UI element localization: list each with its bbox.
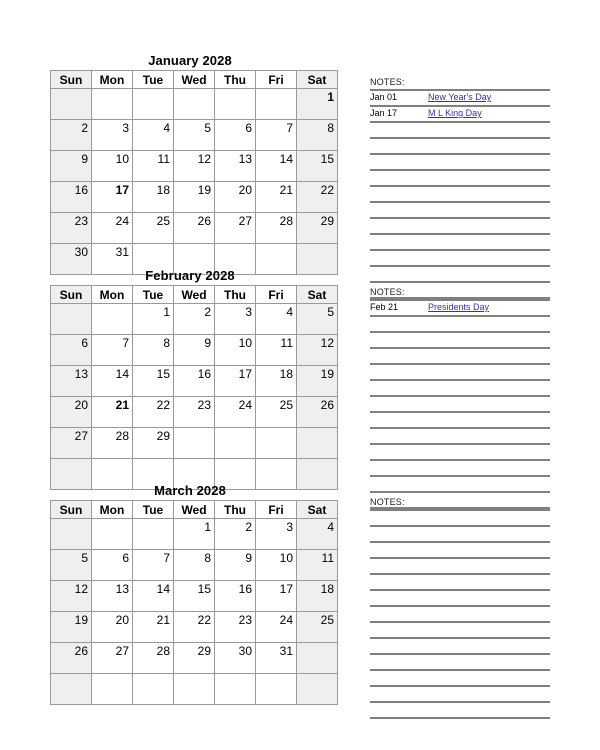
day-cell[interactable]: 27 [215,213,256,244]
day-cell-empty [92,89,133,120]
day-cell[interactable]: 1 [174,519,215,550]
day-cell[interactable]: 15 [133,366,174,397]
day-cell[interactable]: 20 [51,397,92,428]
day-cell[interactable]: 20 [92,612,133,643]
day-cell[interactable]: 24 [256,612,297,643]
notes-label: NOTES: [370,497,405,507]
day-cell[interactable]: 26 [51,643,92,674]
notes-lines [370,299,550,509]
day-cell[interactable]: 17 [215,366,256,397]
day-cell[interactable]: 3 [256,519,297,550]
note-blank-row[interactable] [370,249,550,265]
notes-label: NOTES: [370,77,405,87]
note-blank-row[interactable] [370,541,550,557]
month-title: February 2028 [145,268,235,283]
note-blank-row[interactable] [370,265,550,281]
day-cell[interactable]: 17 [92,182,133,213]
notes-lines [370,89,550,299]
weekday-header-thu: Thu [215,286,256,304]
note-blank-row[interactable] [370,427,550,443]
day-cell[interactable]: 1 [297,89,338,120]
day-cell[interactable]: 6 [215,120,256,151]
weekday-header-thu: Thu [215,71,256,89]
day-cell[interactable]: 23 [174,397,215,428]
weekday-header-sat: Sat [297,71,338,89]
day-cell[interactable]: 16 [174,366,215,397]
day-cell[interactable]: 22 [174,612,215,643]
day-cell-empty [215,89,256,120]
note-blank-row[interactable] [370,331,550,347]
note-blank-row[interactable] [370,509,550,525]
day-cell[interactable]: 6 [92,550,133,581]
note-date: Jan 01 [370,92,398,102]
day-cell[interactable]: 4 [256,304,297,335]
note-blank-row[interactable] [370,169,550,185]
day-cell[interactable]: 22 [297,182,338,213]
week-row [51,519,338,550]
day-cell[interactable]: 21 [92,397,133,428]
day-cell[interactable]: 30 [51,244,92,275]
day-cell[interactable]: 31 [92,244,133,275]
day-cell[interactable]: 14 [133,581,174,612]
day-cell[interactable]: 24 [92,213,133,244]
week-row [51,674,338,705]
holiday-link[interactable]: M L King Day [428,108,482,118]
day-cell[interactable]: 23 [51,213,92,244]
day-cell[interactable]: 14 [92,366,133,397]
weekday-header-sun: Sun [51,501,92,519]
note-blank-row[interactable] [370,379,550,395]
day-cell-empty [133,89,174,120]
day-cell[interactable]: 29 [297,213,338,244]
day-cell[interactable]: 18 [133,182,174,213]
day-cell[interactable]: 1 [133,304,174,335]
note-date: Jan 17 [370,108,398,118]
weekday-header-sun: Sun [51,71,92,89]
weekday-header-fri: Fri [256,501,297,519]
note-blank-row[interactable] [370,653,550,669]
calendar-table-march [50,500,338,705]
notes-label: NOTES: [370,287,405,297]
weekday-header-wed: Wed [174,71,215,89]
day-cell[interactable]: 26 [297,397,338,428]
holiday-link[interactable]: New Year's Day [428,92,492,102]
note-blank-row[interactable] [370,411,550,427]
weekday-header-tue: Tue [133,286,174,304]
week-row [51,182,338,213]
day-cell[interactable]: 8 [297,120,338,151]
day-cell[interactable]: 2 [51,120,92,151]
day-cell[interactable]: 19 [297,366,338,397]
weekday-header-wed: Wed [174,286,215,304]
week-row [51,643,338,674]
day-cell[interactable]: 10 [92,151,133,182]
weekday-header-row [51,286,338,304]
weekday-header-mon: Mon [92,286,133,304]
day-cell[interactable]: 13 [215,151,256,182]
day-cell[interactable]: 4 [297,519,338,550]
calendar-table-january [50,70,338,275]
day-cell[interactable]: 7 [92,335,133,366]
note-blank-row[interactable] [370,185,550,201]
day-cell[interactable]: 7 [133,550,174,581]
day-cell[interactable]: 17 [256,581,297,612]
day-cell[interactable]: 19 [51,612,92,643]
day-cell[interactable]: 7 [256,120,297,151]
day-cell[interactable]: 28 [256,213,297,244]
day-cell[interactable]: 21 [133,612,174,643]
month-block-january [50,52,334,275]
notes-block-january [370,76,550,299]
day-cell[interactable]: 13 [51,366,92,397]
week-row [51,120,338,151]
day-cell[interactable]: 10 [256,550,297,581]
day-cell-empty [256,674,297,705]
day-cell[interactable]: 30 [215,643,256,674]
day-cell-empty [297,643,338,674]
day-cell[interactable]: 11 [256,335,297,366]
day-cell-empty [297,674,338,705]
note-blank-row[interactable] [370,459,550,475]
day-cell[interactable]: 9 [174,335,215,366]
note-blank-row[interactable] [370,121,550,137]
day-cell[interactable]: 5 [297,304,338,335]
day-cell[interactable]: 14 [256,151,297,182]
day-cell[interactable]: 16 [51,182,92,213]
day-cell[interactable]: 27 [92,643,133,674]
note-blank-row[interactable] [370,525,550,541]
weekday-header-sun: Sun [51,286,92,304]
weekday-header-row [51,71,338,89]
day-cell[interactable]: 12 [51,581,92,612]
notes-lines [370,509,550,719]
note-blank-row[interactable] [370,475,550,491]
note-blank-row[interactable] [370,557,550,573]
day-cell-empty [174,89,215,120]
day-cell-empty [51,89,92,120]
note-blank-row[interactable] [370,637,550,653]
day-cell[interactable]: 4 [133,120,174,151]
day-cell-empty [92,674,133,705]
note-entry-row[interactable] [370,89,550,105]
day-cell-empty [256,89,297,120]
day-cell[interactable]: 16 [215,581,256,612]
day-cell[interactable]: 29 [174,643,215,674]
day-cell[interactable]: 15 [297,151,338,182]
day-cell[interactable]: 9 [215,550,256,581]
week-row [51,304,338,335]
day-cell-empty [92,304,133,335]
day-cell[interactable]: 28 [133,643,174,674]
day-cell-empty [133,519,174,550]
day-cell[interactable]: 25 [133,213,174,244]
note-blank-row[interactable] [370,315,550,331]
week-row [51,612,338,643]
day-cell-empty [51,304,92,335]
day-cell[interactable]: 29 [133,428,174,459]
day-cell[interactable]: 25 [256,397,297,428]
day-cell-empty [51,674,92,705]
note-blank-row[interactable] [370,201,550,217]
notes-block-february [370,286,550,509]
day-cell[interactable]: 12 [174,151,215,182]
day-cell[interactable]: 18 [297,581,338,612]
weekday-header-mon: Mon [92,501,133,519]
note-blank-row[interactable] [370,589,550,605]
note-entry-row[interactable] [370,299,550,315]
day-cell-empty [51,519,92,550]
week-row [51,366,338,397]
day-cell-empty [92,519,133,550]
weekday-header-fri: Fri [256,286,297,304]
day-cell[interactable]: 19 [174,182,215,213]
day-cell-empty [174,428,215,459]
weekday-header-sat: Sat [297,501,338,519]
calendar-table-february [50,285,338,490]
note-blank-row[interactable] [370,233,550,249]
day-cell-empty [215,428,256,459]
day-cell[interactable]: 3 [215,304,256,335]
week-row [51,428,338,459]
day-cell[interactable]: 5 [51,550,92,581]
weekday-header-sat: Sat [297,286,338,304]
week-row [51,550,338,581]
day-cell[interactable]: 15 [174,581,215,612]
week-row [51,213,338,244]
holiday-link[interactable]: Presidents Day [428,302,490,312]
month-block-february [50,267,334,490]
month-title: March 2028 [154,483,226,498]
day-cell[interactable]: 5 [174,120,215,151]
day-cell[interactable]: 2 [174,304,215,335]
day-cell[interactable]: 2 [215,519,256,550]
note-blank-row[interactable] [370,153,550,169]
day-cell-empty [256,428,297,459]
note-date: Feb 21 [370,302,399,312]
day-cell[interactable]: 18 [256,366,297,397]
day-cell-empty [133,674,174,705]
week-row [51,397,338,428]
month-block-march [50,482,334,705]
day-cell[interactable]: 26 [174,213,215,244]
note-blank-row[interactable] [370,395,550,411]
note-blank-row[interactable] [370,621,550,637]
day-cell[interactable]: 27 [51,428,92,459]
day-cell[interactable]: 24 [215,397,256,428]
day-cell-empty [174,674,215,705]
week-row [51,335,338,366]
day-cell[interactable]: 3 [92,120,133,151]
weekday-header-thu: Thu [215,501,256,519]
day-cell-empty [215,674,256,705]
note-blank-row[interactable] [370,217,550,233]
note-entry-row[interactable] [370,105,550,121]
day-cell-empty [297,428,338,459]
week-row [51,581,338,612]
note-blank-row[interactable] [370,685,550,701]
day-cell[interactable]: 31 [256,643,297,674]
weekday-header-row [51,501,338,519]
note-blank-row[interactable] [370,443,550,459]
day-cell[interactable]: 8 [174,550,215,581]
notes-block-march [370,496,550,719]
day-cell[interactable]: 6 [51,335,92,366]
day-cell[interactable]: 9 [51,151,92,182]
day-cell[interactable]: 11 [297,550,338,581]
week-row [51,89,338,120]
day-cell[interactable]: 21 [256,182,297,213]
weekday-header-tue: Tue [133,71,174,89]
month-title: January 2028 [148,53,232,68]
weekday-header-tue: Tue [133,501,174,519]
day-cell[interactable]: 22 [133,397,174,428]
day-cell[interactable]: 10 [215,335,256,366]
day-cell[interactable]: 28 [92,428,133,459]
note-blank-row[interactable] [370,701,550,719]
day-cell[interactable]: 25 [297,612,338,643]
note-blank-row[interactable] [370,347,550,363]
weekday-header-mon: Mon [92,71,133,89]
note-blank-row[interactable] [370,137,550,153]
day-cell[interactable]: 20 [215,182,256,213]
day-cell[interactable]: 12 [297,335,338,366]
note-blank-row[interactable] [370,605,550,621]
day-cell[interactable]: 13 [92,581,133,612]
note-blank-row[interactable] [370,573,550,589]
day-cell[interactable]: 11 [133,151,174,182]
week-row [51,151,338,182]
note-blank-row[interactable] [370,363,550,379]
day-cell[interactable]: 8 [133,335,174,366]
note-blank-row[interactable] [370,669,550,685]
weekday-header-fri: Fri [256,71,297,89]
weekday-header-wed: Wed [174,501,215,519]
day-cell[interactable]: 23 [215,612,256,643]
